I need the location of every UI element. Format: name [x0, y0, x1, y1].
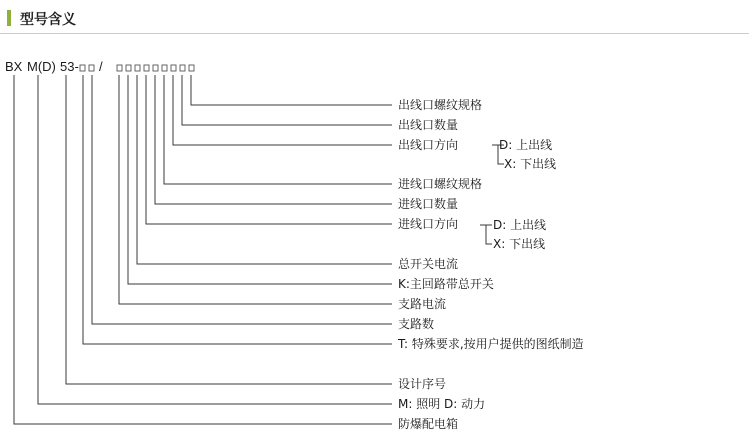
inlet-option-down: X: 下出线 — [493, 237, 546, 251]
label-outlet-count: 出线口数量 — [398, 118, 459, 132]
label-design-serial: 设计序号 — [398, 377, 447, 391]
leader-line-branch-current — [119, 75, 392, 304]
label-branch-current: 支路电流 — [398, 297, 447, 311]
label-inlet-thread: 进线口螺纹规格 — [398, 177, 483, 191]
label-inlet-direction: 进线口方向 — [398, 217, 459, 231]
placeholder-box — [89, 65, 94, 71]
leader-line-design-serial — [66, 75, 392, 384]
leader-line-explosion-proof — [14, 75, 392, 424]
label-explosion-proof: 防爆配电箱 — [398, 417, 459, 431]
code-slash: / — [99, 59, 103, 74]
code-serial: 53- — [60, 59, 79, 74]
label-inlet-count: 进线口数量 — [398, 197, 459, 211]
section-title: 型号含义 — [20, 12, 76, 28]
placeholder-box — [80, 65, 85, 71]
outlet-option-down: X: 下出线 — [504, 157, 557, 171]
label-branch-count: 支路数 — [398, 317, 435, 331]
label-outlet-thread: 出线口螺纹规格 — [398, 98, 483, 112]
leader-line-outlet-direction — [173, 75, 392, 145]
inlet-direction-bracket — [486, 225, 492, 244]
label-special: T: 特殊要求,按用户提供的图纸制造 — [398, 337, 584, 351]
placeholder-box — [171, 65, 176, 71]
placeholder-box — [162, 65, 167, 71]
leader-line-inlet-thread — [164, 75, 392, 184]
code-type-md: M(D) — [27, 59, 56, 74]
placeholder-box — [144, 65, 149, 71]
outlet-option-up: D: 上出线 — [499, 138, 553, 152]
placeholder-box — [135, 65, 140, 71]
placeholder-box — [126, 65, 131, 71]
leader-line-main-switch-current — [137, 75, 392, 264]
placeholder-box — [117, 65, 122, 71]
leader-line-inlet-direction — [146, 75, 392, 224]
leader-line-main-switch — [128, 75, 392, 284]
leader-line-outlet-thread — [191, 75, 392, 105]
inlet-option-up: D: 上出线 — [493, 218, 547, 232]
label-main-switch-current: 总开关电流 — [398, 257, 459, 271]
leader-line-outlet-count — [182, 75, 392, 125]
placeholder-box — [180, 65, 185, 71]
label-type: M: 照明 D: 动力 — [398, 397, 486, 411]
label-main-switch: K:主回路带总开关 — [398, 277, 494, 291]
label-outlet-direction: 出线口方向 — [398, 138, 459, 152]
code-prefix-bx: BX — [5, 59, 23, 74]
leader-line-type — [38, 75, 392, 404]
placeholder-box — [153, 65, 158, 71]
placeholder-box — [189, 65, 194, 71]
